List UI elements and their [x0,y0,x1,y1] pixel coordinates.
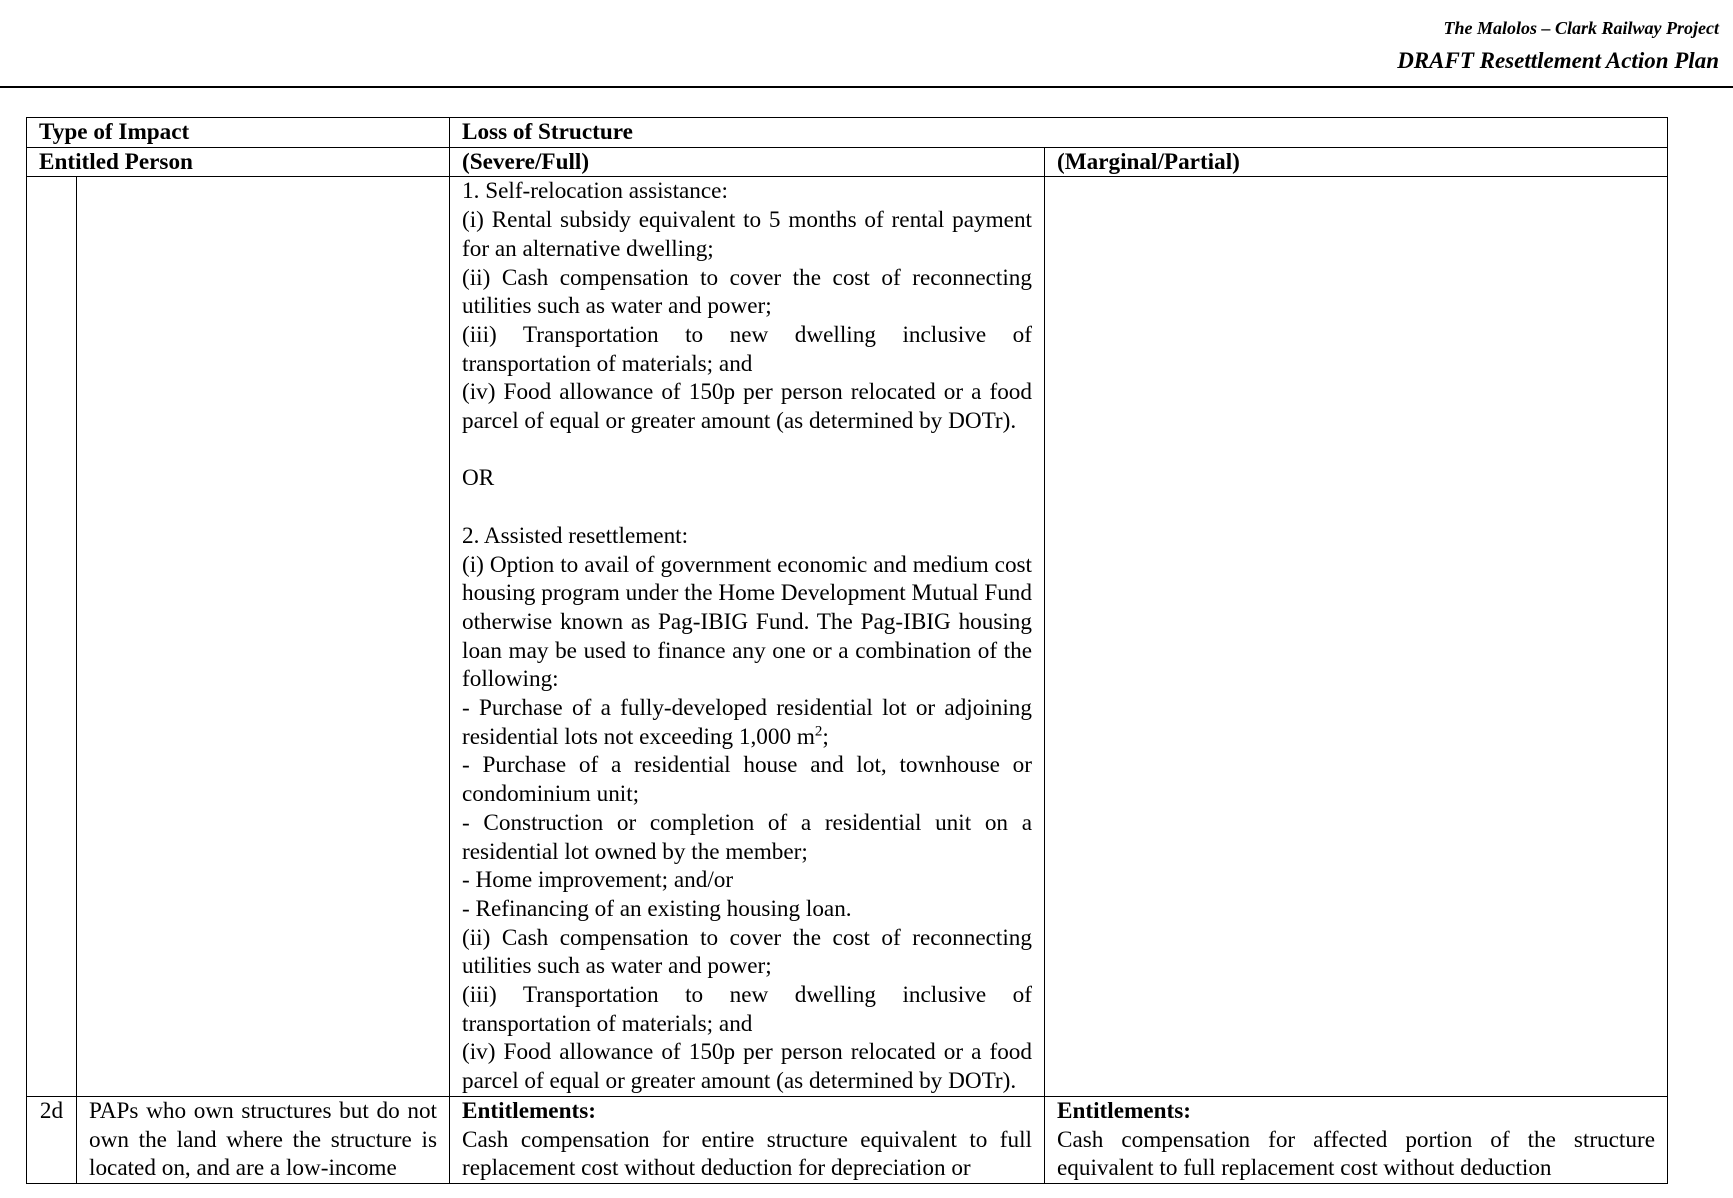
marginal-entitlements-cell [1045,177,1668,1096]
or-separator: OR [462,465,495,492]
row-number-cell [27,177,77,1096]
food-allowance-item-2: (iv) Food allowance of 150p per person relocated or a food parcel of equal or greater amount (as determined by DOTr). [462,1039,1032,1095]
project-title: The Malolos – Clark Railway Project [1443,18,1719,38]
purchase-lot-item [462,694,1032,751]
severe-entitlements-cell [450,177,1045,1096]
utilities-item: (ii) Cash compensation to cover the cost of reconnecting utilities such as water and power; [462,264,1032,320]
entitlements-text: Cash compensation for entire structure equivalent to full replacement cost without deduction for depreciation or [462,1126,1032,1182]
construction-item: - Construction or completion of a residential unit on a residential lot owned by the member; [462,809,1032,865]
table-header-row-2 [27,147,1668,177]
header-marginal-partial: (Marginal/Partial) [1045,147,1668,177]
rental-subsidy-item: (i) Rental subsidy equivalent to 5 months of rental payment for an alternative dwelling; [462,207,1032,262]
purchase-lot-text: - Purchase of a fully-developed residential lot or adjoining residential lots not exceeding 1,000 m [462,695,1032,750]
purchase-house-item: - Purchase of a residential house and lot, townhouse or condominium unit; [462,752,1032,808]
entitlements-label: Entitlements: [1057,1097,1191,1124]
utilities-item-2: (ii) Cash compensation to cover the cost of reconnecting utilities such as water and power; [462,924,1032,980]
entitlements-label: Entitlements: [462,1097,596,1124]
food-allowance-item: (iv) Food allowance of 150p per person relocated or a food parcel of equal or greater amount (as determined by DOTr). [462,379,1032,435]
entitled-person-text: PAPs who own structures but do not own the land where the structure is located on, and are a low-income [77,1096,450,1183]
refinancing-item: - Refinancing of an existing housing loan. [462,895,852,922]
document-title: DRAFT Resettlement Action Plan [1397,48,1719,73]
transportation-item: (iii) Transportation to new dwelling inclusive of transportation of materials; and [462,321,1032,377]
self-relocation-heading: 1. Self-relocation assistance: [462,178,728,205]
entitlements-text: Cash compensation for affected portion of the structure equivalent to full replacement cost without deduction [1057,1126,1655,1182]
header-severe-full: (Severe/Full) [450,147,1045,177]
header-entitled-person: Entitled Person [27,147,450,177]
table-header-row-1 [27,118,1668,148]
assisted-resettlement-heading: 2. Assisted resettlement: [462,522,689,549]
transportation-item-2: (iii) Transportation to new dwelling inclusive of transportation of materials; and [462,982,1032,1037]
header-loss-of-structure: Loss of Structure [450,118,1668,148]
header-divider [0,86,1733,88]
row-number: 2d [27,1096,77,1183]
pag-ibig-item: (i) Option to avail of government economic and medium cost housing program under the Home Development Mutual Fund otherwise known as Pag-IBIG Fund. The Pag-IBIG housing loan may be used to finance any one or a combination of the following: [462,551,1032,693]
home-improvement-item: - Home improvement; and/or [462,867,734,894]
superscript-two: 2 [814,723,823,739]
table-row [27,1096,1668,1183]
table-row [27,177,1668,1096]
header-type-of-impact: Type of Impact [27,118,450,148]
spacer [462,436,1032,465]
entitlement-table [26,117,1668,1184]
marginal-entitlements-cell [1045,1096,1668,1183]
entitled-person-cell [77,177,450,1096]
purchase-lot-end: ; [822,723,829,750]
severe-entitlements-cell [450,1096,1045,1183]
spacer [462,493,1032,522]
